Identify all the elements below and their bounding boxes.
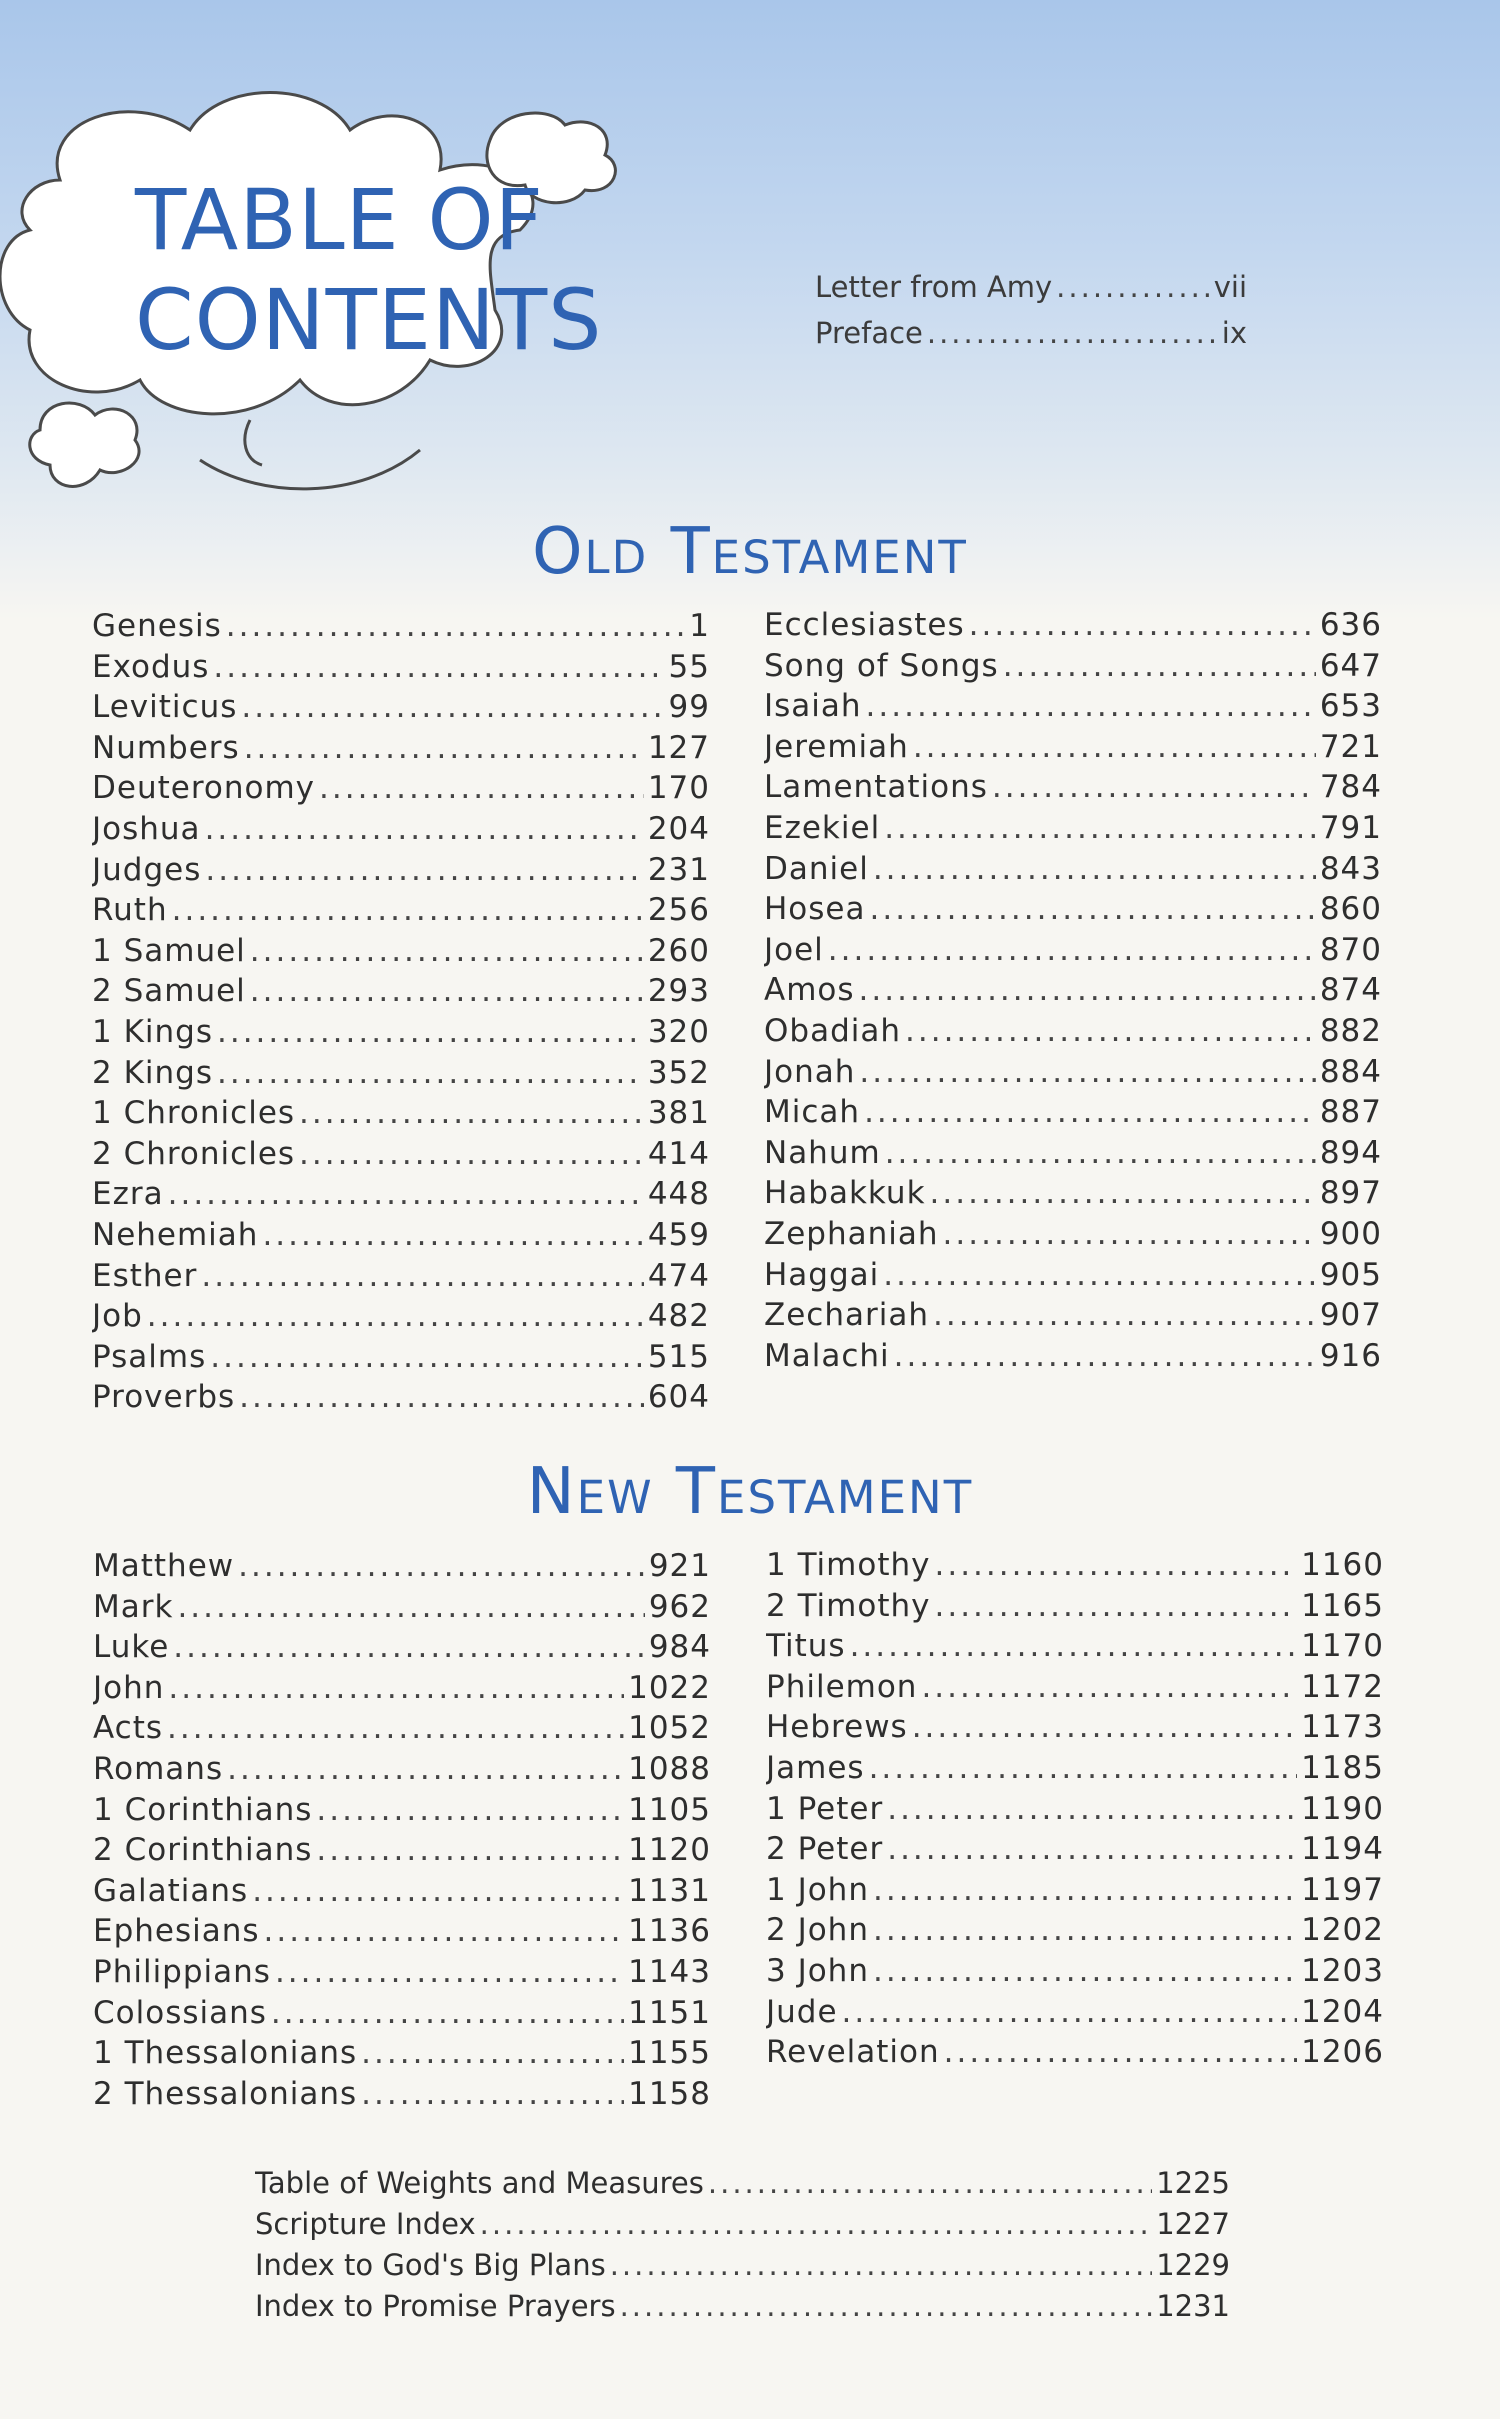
dot-leader	[864, 1092, 1316, 1133]
dot-leader	[217, 1053, 644, 1094]
entry-page: 900	[1319, 1215, 1382, 1252]
entry-page: 916	[1319, 1337, 1382, 1374]
entry-title: Lamentations	[764, 769, 988, 806]
toc-entry[interactable]	[92, 1012, 710, 1053]
entry-title: Deuteronomy	[92, 770, 316, 807]
entry-title: 3 John	[766, 1952, 869, 1989]
toc-entry[interactable]	[93, 1668, 711, 1709]
dot-leader	[252, 1871, 624, 1912]
toc-entry[interactable]	[764, 1214, 1382, 1255]
entry-page: 127	[647, 729, 710, 766]
dot-leader	[167, 1708, 624, 1749]
entry-page: 55	[668, 648, 710, 685]
dot-leader	[610, 2245, 1152, 2286]
entry-page: 907	[1319, 1297, 1382, 1334]
toc-entry[interactable]	[93, 1790, 711, 1831]
entry-title: Job	[92, 1298, 143, 1335]
toc-entry[interactable]	[93, 1993, 711, 2034]
entry-title: Ezra	[92, 1176, 164, 1213]
dot-leader	[859, 970, 1316, 1011]
toc-entry[interactable]	[255, 2204, 1230, 2245]
entry-page: 1120	[628, 1832, 711, 1869]
entry-page: 260	[647, 932, 710, 969]
toc-entry[interactable]	[92, 687, 710, 728]
dot-leader	[866, 686, 1316, 727]
entry-title: Genesis	[92, 608, 222, 644]
toc-entry[interactable]	[764, 686, 1382, 727]
dot-leader	[1056, 264, 1210, 310]
entry-title: 2 Timothy	[766, 1587, 931, 1624]
front-matter-list	[815, 264, 1247, 356]
dot-leader	[873, 849, 1316, 890]
dot-leader	[885, 1133, 1316, 1174]
toc-entry[interactable]	[93, 1708, 711, 1749]
entry-title: Obadiah	[764, 1012, 902, 1049]
entry-page: 293	[647, 973, 710, 1010]
toc-entry[interactable]	[92, 1134, 710, 1175]
dot-leader	[969, 605, 1316, 646]
entry-page: 1203	[1301, 1952, 1384, 1989]
toc-entry[interactable]	[764, 1295, 1382, 1336]
entry-page: 905	[1319, 1256, 1382, 1293]
entry-page: 1206	[1301, 2034, 1384, 2071]
toc-entry[interactable]	[764, 646, 1382, 687]
entry-page: 1173	[1301, 1709, 1384, 1746]
dot-leader	[842, 1992, 1298, 2033]
entry-title: James	[766, 1749, 865, 1786]
toc-entry[interactable]	[92, 647, 710, 688]
dot-leader	[933, 1295, 1316, 1336]
entry-page: 653	[1319, 688, 1382, 725]
entry-title: Galatians	[93, 1872, 249, 1909]
dot-leader	[921, 1667, 1297, 1708]
toc-entry[interactable]	[764, 605, 1382, 646]
dot-leader	[934, 1545, 1297, 1586]
dot-leader	[912, 1707, 1297, 1748]
page-title-line1: TABLE OF	[135, 171, 544, 269]
back-matter-list	[255, 2163, 1230, 2327]
entry-title: Exodus	[92, 648, 210, 685]
entry-title: 1 Peter	[766, 1790, 884, 1827]
entry-title: Ruth	[92, 892, 168, 929]
dot-leader	[250, 971, 644, 1012]
dot-leader	[361, 2074, 624, 2115]
entry-page: 870	[1319, 931, 1382, 968]
toc-entry[interactable]	[92, 1296, 710, 1337]
toc-entry[interactable]	[92, 1377, 710, 1418]
dot-leader	[213, 647, 664, 688]
entry-page: 962	[648, 1588, 711, 1625]
dot-leader	[299, 1093, 644, 1134]
entry-title: 2 Kings	[92, 1054, 213, 1091]
entry-page: 482	[647, 1298, 710, 1335]
new-testament-left-column	[93, 1546, 711, 2114]
dot-leader	[262, 1215, 643, 1256]
toc-entry[interactable]	[766, 1870, 1384, 1911]
toc-entry[interactable]	[815, 310, 1247, 356]
dot-leader	[205, 850, 643, 891]
entry-title: 1 Samuel	[92, 932, 246, 969]
entry-title: Proverbs	[92, 1379, 236, 1416]
entry-title: Acts	[93, 1710, 164, 1747]
toc-entry[interactable]	[92, 1215, 710, 1256]
dot-leader	[887, 1829, 1297, 1870]
entry-page: ix	[1221, 316, 1247, 350]
entry-page: 1022	[628, 1669, 711, 1706]
entry-title: Zechariah	[764, 1297, 929, 1334]
dot-leader	[250, 931, 644, 972]
entry-page: 352	[647, 1054, 710, 1091]
dot-leader	[828, 930, 1316, 971]
toc-entry[interactable]	[255, 2286, 1230, 2327]
entry-page: 882	[1319, 1012, 1382, 1049]
dot-leader	[271, 1993, 624, 2034]
toc-entry[interactable]	[93, 1911, 711, 1952]
entry-page: 1229	[1156, 2248, 1230, 2282]
toc-entry[interactable]	[255, 2163, 1230, 2204]
entry-page: 1172	[1301, 1668, 1384, 1705]
dot-leader	[319, 768, 644, 809]
dot-leader	[168, 1174, 644, 1215]
entry-page: 1204	[1301, 1993, 1384, 2030]
toc-entry[interactable]	[766, 1545, 1384, 1586]
toc-entry[interactable]	[93, 1952, 711, 1993]
entry-page: 1160	[1301, 1547, 1384, 1583]
entry-title: Ephesians	[93, 1913, 260, 1950]
toc-entry[interactable]	[92, 850, 710, 891]
toc-entry[interactable]	[764, 808, 1382, 849]
entry-page: 1197	[1301, 1871, 1384, 1908]
page-title	[135, 170, 603, 370]
dot-leader	[316, 1790, 624, 1831]
toc-entry[interactable]	[766, 1748, 1384, 1789]
entry-page: 874	[1319, 972, 1382, 1009]
entry-title: Malachi	[764, 1337, 890, 1374]
entry-page: 784	[1319, 769, 1382, 806]
entry-title: Numbers	[92, 729, 240, 766]
dot-leader	[210, 1337, 644, 1378]
toc-entry[interactable]	[93, 1627, 711, 1668]
dot-leader	[173, 1627, 645, 1668]
entry-title: Judges	[92, 851, 202, 888]
entry-page: 984	[648, 1629, 711, 1666]
entry-page: 1165	[1301, 1587, 1384, 1624]
entry-page: 636	[1319, 607, 1382, 643]
entry-title: 2 John	[766, 1912, 869, 1949]
entry-title: Esther	[92, 1257, 198, 1294]
toc-entry[interactable]	[764, 1011, 1382, 1052]
entry-title: Philemon	[766, 1668, 918, 1705]
entry-page: 647	[1319, 647, 1382, 684]
toc-entry[interactable]	[766, 1829, 1384, 1870]
toc-entry[interactable]	[764, 767, 1382, 808]
entry-title: Hosea	[764, 891, 866, 928]
entry-title: 1 Corinthians	[93, 1791, 313, 1828]
page-title-line2: CONTENTS	[135, 271, 603, 369]
toc-entry[interactable]	[92, 1256, 710, 1297]
new-testament-heading: New Testament	[526, 1455, 974, 1529]
dot-leader	[316, 1830, 624, 1871]
toc-entry[interactable]	[92, 809, 710, 850]
dot-leader	[859, 1052, 1315, 1093]
entry-title: Table of Weights and Measures	[255, 2166, 704, 2200]
entry-page: 1185	[1301, 1749, 1384, 1786]
entry-page: 1151	[628, 1994, 711, 2031]
entry-page: 1194	[1301, 1831, 1384, 1868]
entry-page: 884	[1319, 1053, 1382, 1090]
entry-page: 414	[647, 1135, 710, 1172]
toc-entry[interactable]	[92, 971, 710, 1012]
dot-leader	[238, 1546, 645, 1587]
entry-title: Romans	[93, 1750, 224, 1787]
entry-title: 2 Peter	[766, 1831, 884, 1868]
dot-leader	[873, 1870, 1297, 1911]
dot-leader	[480, 2204, 1153, 2245]
toc-entry[interactable]	[764, 1173, 1382, 1214]
toc-entry[interactable]	[766, 1707, 1384, 1748]
entry-title: Ezekiel	[764, 809, 881, 846]
entry-page: 1155	[628, 2035, 711, 2072]
entry-page: 921	[648, 1548, 711, 1584]
entry-page: 894	[1319, 1134, 1382, 1171]
dot-leader	[927, 310, 1218, 356]
entry-title: Matthew	[93, 1548, 235, 1584]
entry-page: 1158	[628, 2075, 711, 2112]
toc-entry[interactable]	[255, 2245, 1230, 2286]
entry-page: 1231	[1156, 2289, 1230, 2323]
dot-leader	[244, 728, 644, 769]
entry-title: 1 Chronicles	[92, 1095, 296, 1132]
entry-title: Amos	[764, 972, 855, 1009]
entry-page: 1227	[1156, 2207, 1230, 2241]
dot-leader	[241, 687, 664, 728]
dot-leader	[870, 889, 1316, 930]
dot-leader	[850, 1626, 1298, 1667]
entry-page: 604	[647, 1379, 710, 1416]
toc-entry[interactable]	[93, 1546, 711, 1587]
entry-page: 1052	[628, 1710, 711, 1747]
entry-title: 2 Chronicles	[92, 1135, 296, 1172]
entry-title: Habakkuk	[764, 1175, 926, 1212]
entry-title: 2 Corinthians	[93, 1832, 313, 1869]
entry-page: 1190	[1301, 1790, 1384, 1827]
entry-page: 256	[647, 892, 710, 929]
toc-entry[interactable]	[92, 1174, 710, 1215]
toc-entry[interactable]	[93, 1587, 711, 1628]
entry-page: 1170	[1301, 1628, 1384, 1665]
toc-entry[interactable]	[764, 849, 1382, 890]
entry-title: Ecclesiastes	[764, 607, 965, 643]
dot-leader	[943, 1214, 1316, 1255]
dot-leader	[930, 1173, 1316, 1214]
toc-entry[interactable]	[764, 970, 1382, 1011]
toc-entry[interactable]	[92, 768, 710, 809]
entry-page: 515	[647, 1338, 710, 1375]
dot-leader	[905, 1011, 1316, 1052]
entry-title: Mark	[93, 1588, 174, 1625]
dot-leader	[913, 727, 1316, 768]
entry-page: 1202	[1301, 1912, 1384, 1949]
entry-page: 1225	[1156, 2166, 1230, 2200]
entry-title: 1 Timothy	[766, 1547, 931, 1583]
entry-title: Nehemiah	[92, 1216, 259, 1253]
entry-title: John	[93, 1669, 165, 1706]
dot-leader	[227, 1749, 624, 1790]
toc-entry[interactable]	[766, 1586, 1384, 1627]
dot-leader	[201, 1256, 643, 1297]
old-testament-heading: Old Testament	[532, 515, 968, 589]
dot-leader	[217, 1012, 644, 1053]
entry-title: Song of Songs	[764, 647, 999, 684]
entry-page: 721	[1319, 728, 1382, 765]
entry-title: 2 Thessalonians	[93, 2075, 358, 2112]
new-testament-right-column	[766, 1545, 1384, 2073]
entry-title: Hebrews	[766, 1709, 908, 1746]
dot-leader	[869, 1748, 1298, 1789]
entry-page: 897	[1319, 1175, 1382, 1212]
toc-entry[interactable]	[764, 889, 1382, 930]
dot-leader	[172, 890, 644, 931]
entry-page: 99	[668, 689, 710, 726]
dot-leader	[239, 1377, 644, 1418]
dot-leader	[934, 1586, 1297, 1627]
dot-leader	[944, 2032, 1297, 2073]
entry-page: 1143	[628, 1953, 711, 1990]
dot-leader	[894, 1336, 1316, 1377]
entry-title: Titus	[766, 1628, 846, 1665]
entry-page: 1131	[628, 1872, 711, 1909]
dot-leader	[361, 2033, 624, 2074]
dot-leader	[708, 2163, 1152, 2204]
toc-entry[interactable]	[766, 1789, 1384, 1830]
dot-leader	[873, 1910, 1297, 1951]
dot-leader	[873, 1951, 1297, 1992]
entry-page: 170	[647, 770, 710, 807]
entry-title: Scripture Index	[255, 2207, 476, 2241]
entry-title: Joshua	[92, 810, 201, 847]
dot-leader	[147, 1296, 644, 1337]
toc-entry[interactable]	[93, 1871, 711, 1912]
entry-title: Jude	[766, 1993, 838, 2030]
entry-title: Revelation	[766, 2034, 940, 2071]
entry-page: 231	[647, 851, 710, 888]
entry-page: 843	[1319, 850, 1382, 887]
entry-title: Philippians	[93, 1953, 271, 1990]
entry-title: Micah	[764, 1094, 861, 1131]
entry-page: 860	[1319, 891, 1382, 928]
toc-entry[interactable]	[93, 1830, 711, 1871]
toc-entry[interactable]	[764, 1052, 1382, 1093]
entry-page: 381	[647, 1095, 710, 1132]
toc-entry[interactable]	[92, 890, 710, 931]
entry-title: Jeremiah	[764, 728, 909, 765]
entry-title: Letter from Amy	[815, 270, 1053, 304]
entry-title: Luke	[93, 1629, 170, 1666]
entry-title: Index to Promise Prayers	[255, 2289, 616, 2323]
entry-page: 448	[647, 1176, 710, 1213]
entry-page: 1	[689, 608, 710, 644]
entry-page: 1105	[628, 1791, 711, 1828]
dot-leader	[275, 1952, 624, 1993]
toc-entry[interactable]	[764, 727, 1382, 768]
toc-entry[interactable]	[766, 2032, 1384, 2073]
dot-leader	[168, 1668, 624, 1709]
toc-entry[interactable]	[766, 1910, 1384, 1951]
toc-entry[interactable]	[764, 1336, 1382, 1377]
toc-entry[interactable]	[766, 1667, 1384, 1708]
dot-leader	[1003, 646, 1316, 687]
toc-entry[interactable]	[764, 930, 1382, 971]
toc-entry[interactable]	[764, 1255, 1382, 1296]
entry-page: 791	[1319, 809, 1382, 846]
toc-entry[interactable]	[766, 1951, 1384, 1992]
entry-title: Psalms	[92, 1338, 207, 1375]
entry-title: Haggai	[764, 1256, 880, 1293]
entry-page: 1088	[628, 1750, 711, 1787]
entry-title: Isaiah	[764, 688, 862, 725]
dot-leader	[299, 1134, 644, 1175]
old-testament-right-column	[764, 605, 1382, 1376]
dot-leader	[205, 809, 644, 850]
entry-page: 474	[647, 1257, 710, 1294]
toc-entry[interactable]	[815, 264, 1247, 310]
old-testament-left-column	[92, 606, 710, 1418]
entry-title: 1 Kings	[92, 1013, 213, 1050]
entry-page: 204	[647, 810, 710, 847]
dot-leader	[992, 767, 1316, 808]
entry-title: 1 John	[766, 1871, 869, 1908]
entry-page: 459	[647, 1216, 710, 1253]
toc-entry[interactable]	[92, 1093, 710, 1134]
toc-entry[interactable]	[92, 1337, 710, 1378]
dot-leader	[883, 1255, 1316, 1296]
entry-page: 320	[647, 1013, 710, 1050]
toc-entry[interactable]	[92, 1053, 710, 1094]
entry-title: Daniel	[764, 850, 869, 887]
entry-title: Colossians	[93, 1994, 267, 2031]
entry-title: Index to God's Big Plans	[255, 2248, 606, 2282]
dot-leader	[264, 1911, 625, 1952]
toc-entry[interactable]	[93, 2033, 711, 2074]
entry-title: Leviticus	[92, 689, 238, 726]
toc-entry[interactable]	[93, 2074, 711, 2115]
toc-entry[interactable]	[766, 1626, 1384, 1667]
toc-entry[interactable]	[93, 1749, 711, 1790]
toc-entry[interactable]	[766, 1992, 1384, 2033]
toc-entry[interactable]	[764, 1133, 1382, 1174]
entry-title: Zephaniah	[764, 1215, 939, 1252]
toc-entry[interactable]	[764, 1092, 1382, 1133]
entry-title: Nahum	[764, 1134, 881, 1171]
entry-title: Joel	[764, 931, 824, 968]
entry-page: 1136	[628, 1913, 711, 1950]
dot-leader	[887, 1789, 1297, 1830]
toc-entry[interactable]	[92, 931, 710, 972]
toc-entry[interactable]	[92, 606, 710, 647]
dot-leader	[884, 808, 1316, 849]
entry-title: Jonah	[764, 1053, 856, 1090]
entry-title: 2 Samuel	[92, 973, 246, 1010]
entry-page: vii	[1213, 270, 1247, 304]
entry-title: 1 Thessalonians	[93, 2035, 358, 2072]
entry-title: Preface	[815, 316, 923, 350]
dot-leader	[226, 606, 686, 647]
entry-page: 887	[1319, 1094, 1382, 1131]
dot-leader	[620, 2286, 1153, 2327]
dot-leader	[177, 1587, 644, 1628]
toc-entry[interactable]	[92, 728, 710, 769]
